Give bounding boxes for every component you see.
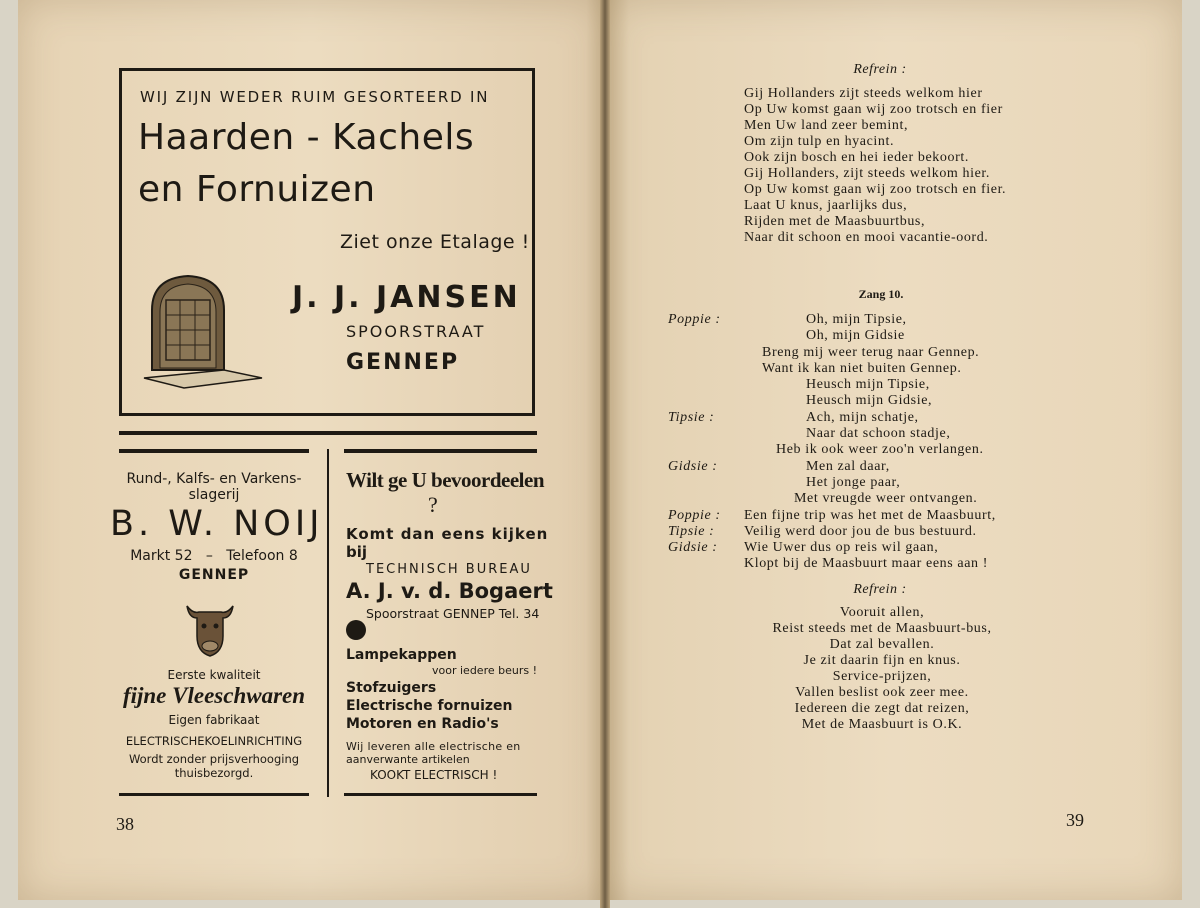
divider-rule: [119, 431, 537, 435]
refrain2-block: [730, 605, 1034, 733]
butcher-line2: slagerij: [188, 487, 240, 503]
refrain2-line: Vallen beslist ook zeer mee.: [795, 685, 969, 700]
refrain1-block: [744, 86, 1006, 246]
electric-company-name: A. J. v. d. Bogaert: [346, 579, 553, 603]
butcher-cooling: ELECTRISCHEKOELINRICHTING: [125, 734, 303, 748]
refrain1-line: Ook zijn bosch en hei ieder bekoort.: [744, 150, 969, 165]
song-line-text: Met vreugde weer ontvangen.: [794, 491, 978, 507]
electric-item3: Electrische fornuizen: [346, 698, 513, 714]
song-line-text: Heusch mijn Gidsie,: [806, 393, 933, 409]
speaker-label: Poppie :: [668, 507, 721, 523]
page-number-right: 39: [1066, 810, 1084, 830]
refrain2-line: Dat zal bevallen.: [829, 637, 935, 652]
ad-city: GENNEP: [346, 350, 460, 375]
song-line: [668, 459, 1068, 475]
butcher-script: fijne Vleeschwaren: [122, 683, 306, 708]
song-line: [668, 524, 1068, 540]
song-line: [668, 491, 1068, 507]
refrain1-line: Op Uw komst gaan wij zoo trotsch en fier: [744, 102, 1003, 117]
song-block: [668, 312, 1068, 573]
bottom-rule-right: [344, 793, 537, 796]
electric-note1: Wij leveren alle electrische en: [346, 740, 521, 753]
song-line: [668, 328, 1068, 344]
song-line-text: Het jonge paar,: [806, 474, 901, 490]
stove-icon: [140, 270, 270, 392]
refrain2-line: Met de Maasbuurt is O.K.: [801, 717, 963, 732]
song-line: [668, 426, 1068, 442]
song-line-text: Oh, mijn Gidsie: [806, 328, 905, 344]
vertical-divider: [327, 449, 329, 797]
refrain1-line: Rijden met de Maasbuurtbus,: [744, 214, 926, 229]
electric-item1-note: voor iedere beurs !: [432, 664, 537, 677]
refrain1-line: Om zijn tulp en hyacint.: [744, 134, 895, 149]
refrain2-line: Reist steeds met de Maasbuurt-bus,: [772, 621, 992, 636]
divider-rule-right: [344, 449, 537, 453]
song-line-text: Heusch mijn Tipsie,: [806, 377, 930, 393]
song-line: [668, 442, 1068, 458]
butcher-address: Markt 52 – Telefoon 8: [130, 548, 298, 564]
song-line-text: Men zal daar,: [806, 458, 890, 474]
electric-slogan: KOOKT ELECTRISCH !: [370, 768, 498, 782]
song-line-text: Wie Uwer dus op reis wil gaan,: [744, 540, 939, 556]
refrain1-line: Men Uw land zeer bemint,: [744, 118, 909, 133]
electric-address: Spoorstraat GENNEP Tel. 34: [366, 606, 540, 621]
butcher-delivery1: Wordt zonder prijsverhooging: [128, 752, 300, 766]
song-line: [668, 410, 1068, 426]
ad-street: SPOORSTRAAT: [346, 322, 486, 341]
butcher-name: B. W. NOIJ: [110, 504, 324, 544]
refrain1-title: Refrein :: [853, 62, 907, 77]
song-title: Zang 10.: [858, 287, 904, 301]
song-line-text: Veilig werd door jou de bus bestuurd.: [744, 523, 977, 539]
ad-heading-line2: en Fornuizen: [138, 169, 376, 210]
electric-question: ?: [428, 492, 438, 517]
ad-company-name: J. J. JANSEN: [292, 280, 521, 315]
electric-come2: bij: [346, 543, 368, 561]
refrain1-line: Gij Hollanders zijt steeds welkom hier: [744, 86, 983, 101]
bull-head-icon: [183, 600, 237, 658]
song-line-text: Een fijne trip was het met de Maasbuurt,: [744, 507, 996, 523]
electric-heading: Wilt ge U bevoordeelen: [346, 468, 544, 492]
speaker-label: Tipsie :: [668, 409, 715, 425]
speaker-label: Gidsie :: [668, 458, 718, 474]
song-line: [668, 556, 1068, 572]
butcher-delivery2: thuisbezorgd.: [174, 766, 254, 780]
page-number-left: 38: [116, 814, 134, 834]
song-line: [668, 475, 1068, 491]
bottom-rule-left: [119, 793, 309, 796]
song-line-text: Heb ik ook weer zoo'n verlangen.: [776, 442, 984, 458]
song-line: [668, 393, 1068, 409]
refrain2-line: Vooruit allen,: [839, 605, 925, 620]
electric-note2: aanverwante artikelen: [346, 753, 470, 766]
song-line: [668, 345, 1068, 361]
speaker-label: Poppie :: [668, 312, 721, 327]
refrain1-line: Naar dit schoon en mooi vacantie-oord.: [744, 230, 989, 245]
book-gutter: [600, 0, 610, 908]
song-line: [668, 540, 1068, 556]
ad-heading-line1: Haarden - Kachels: [138, 117, 475, 158]
ad-subline: Ziet onze Etalage !: [340, 231, 530, 253]
refrain2-line: Je zit daarin fijn en knus.: [803, 653, 961, 668]
speaker-label: Gidsie :: [668, 540, 718, 556]
song-line: [668, 377, 1068, 393]
song-line: [668, 361, 1068, 377]
electric-item2: Stofzuigers: [346, 680, 437, 696]
refrain1-line: Gij Hollanders, zijt steeds welkom hier.: [744, 166, 991, 181]
song-line-text: Want ik kan niet buiten Gennep.: [762, 360, 962, 376]
butcher-own-make: Eigen fabrikaat: [168, 713, 260, 727]
refrain2-line: Iedereen die zegt dat reizen,: [794, 701, 970, 716]
speaker-label: Tipsie :: [668, 523, 715, 539]
song-line: [668, 508, 1068, 524]
electric-come1: Komt dan eens kijken: [346, 525, 549, 543]
song-line-text: Ach, mijn schatje,: [806, 409, 919, 425]
refrain1-line: Op Uw komst gaan wij zoo trotsch en fier.: [744, 182, 1007, 197]
butcher-city: GENNEP: [178, 567, 250, 583]
refrain2-title: Refrein :: [853, 582, 907, 597]
song-line-text: Klopt bij de Maasbuurt maar eens aan !: [744, 556, 989, 572]
ad-tagline: WIJ ZIJN WEDER RUIM GESORTEERD IN: [140, 88, 490, 106]
song-line-text: Oh, mijn Tipsie,: [806, 312, 907, 327]
butcher-quality: Eerste kwaliteit: [167, 668, 261, 682]
song-line-text: Naar dat schoon stadje,: [806, 426, 951, 442]
electric-bureau: TECHNISCH BUREAU: [366, 562, 532, 577]
divider-rule-left: [119, 449, 309, 453]
bullet-dot-icon: [346, 620, 366, 640]
electric-item1: Lampekappen: [346, 647, 457, 663]
electric-item4: Motoren en Radio's: [346, 716, 499, 732]
refrain2-line: Service-prijzen,: [832, 669, 932, 684]
song-line-text: Breng mij weer terug naar Gennep.: [762, 344, 980, 360]
refrain1-line: Laat U knus, jaarlijks dus,: [744, 198, 908, 213]
butcher-line1: Rund-, Kalfs- en Varkens-: [126, 471, 302, 487]
song-line: [668, 312, 1068, 328]
